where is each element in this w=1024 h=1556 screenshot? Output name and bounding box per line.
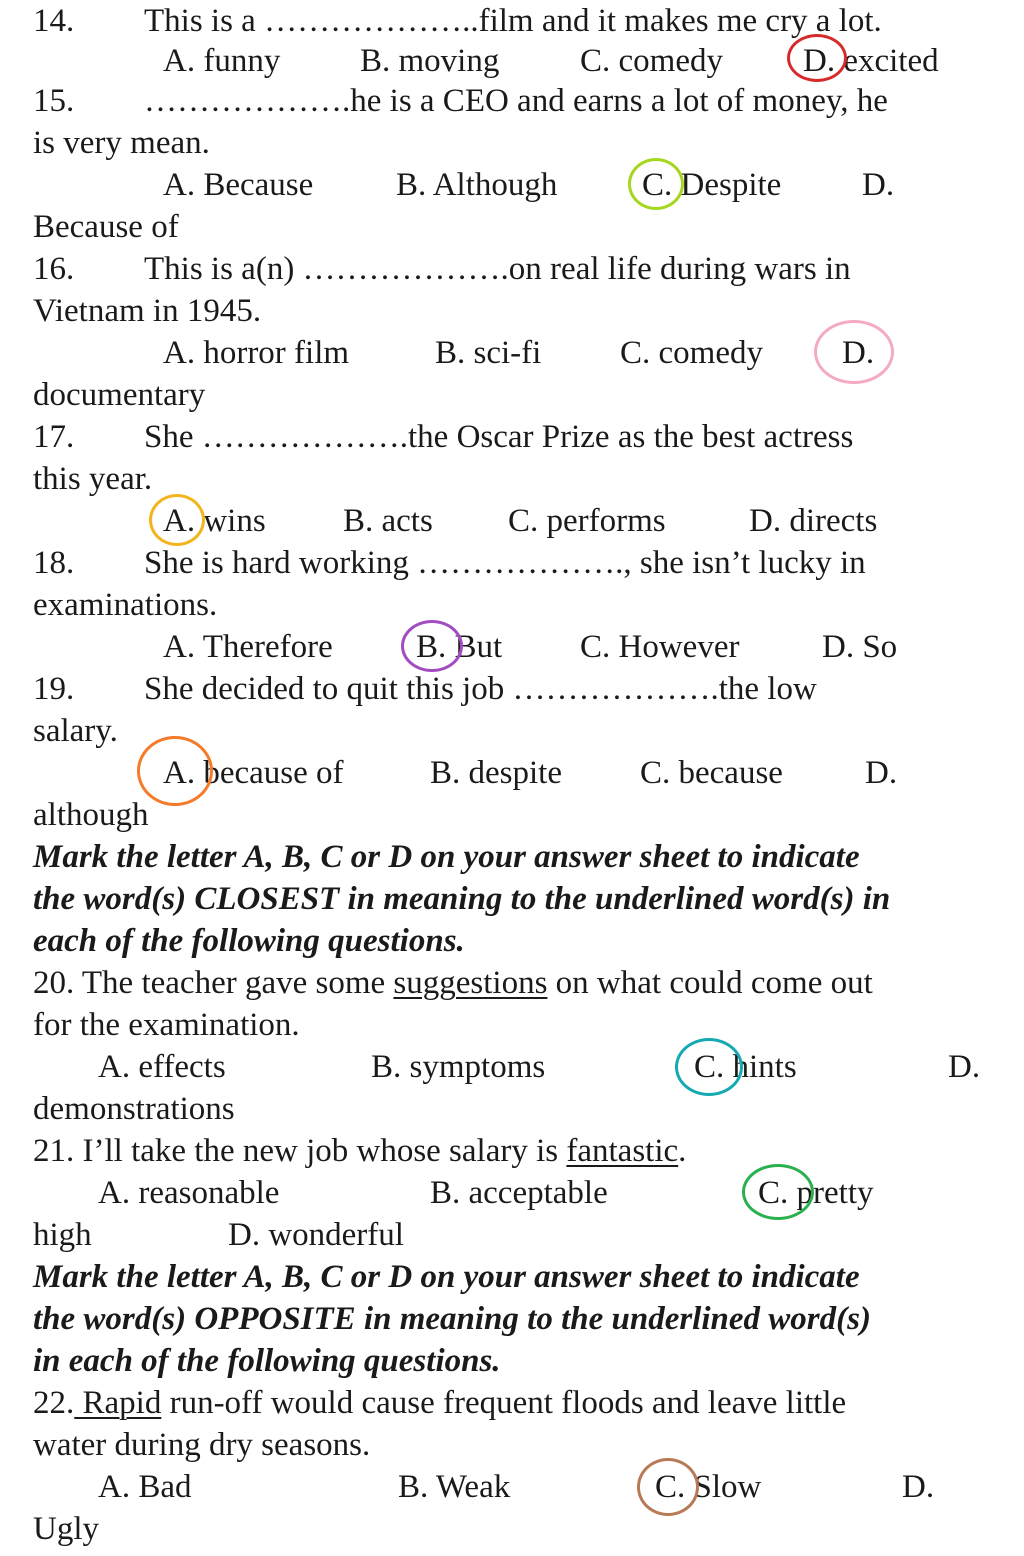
instruction-closest-line1: Mark the letter A, B, C or D on your answer sheet to indicate xyxy=(33,839,860,875)
q21-stem: 21. I’ll take the new job whose salary is fantastic. xyxy=(33,1133,687,1169)
q20-answer-circle xyxy=(675,1038,743,1096)
q14-option-b: B. moving xyxy=(360,43,500,79)
q20-option-c: C. hints xyxy=(694,1049,797,1085)
q22-option-d: D. xyxy=(902,1469,935,1505)
q18-option-d: D. So xyxy=(822,629,898,665)
q16-number: 16. xyxy=(33,251,75,287)
q17-number: 17. xyxy=(33,419,75,455)
q18-stem-continued: examinations. xyxy=(33,587,218,623)
q21-option-c-wrap: high xyxy=(33,1217,92,1253)
q20-underlined-word: suggestions xyxy=(393,965,548,1001)
q15-option-c: C. Despite xyxy=(642,167,782,203)
q21-option-a: A. reasonable xyxy=(98,1175,280,1211)
q19-option-b: B. despite xyxy=(430,755,562,791)
q20-option-a: A. effects xyxy=(98,1049,226,1085)
q21-answer-circle xyxy=(742,1164,814,1220)
q19-answer-circle xyxy=(137,736,213,806)
q20-stem-continued: for the examination. xyxy=(33,1007,300,1043)
q16-option-a: A. horror film xyxy=(163,335,350,371)
q17-stem: She ……………….the Oscar Prize as the best actress xyxy=(144,419,854,455)
q14-option-d: D. excited xyxy=(803,43,939,79)
q18-number: 18. xyxy=(33,545,75,581)
instruction-opposite-line3: in each of the following questions. xyxy=(33,1343,501,1379)
q18-answer-circle xyxy=(401,620,463,672)
q14-option-c: C. comedy xyxy=(580,43,723,79)
q19-option-c: C. because xyxy=(640,755,783,791)
q15-option-b: B. Although xyxy=(396,167,558,203)
q14-stem: This is a ………………..film and it makes me cry a lot. xyxy=(144,3,882,39)
q17-stem-continued: this year. xyxy=(33,461,153,497)
q22-option-d-wrap: Ugly xyxy=(33,1511,99,1547)
q16-option-d: D. xyxy=(842,335,875,371)
q19-number: 19. xyxy=(33,671,75,707)
q20-option-b: B. symptoms xyxy=(371,1049,546,1085)
q17-answer-circle xyxy=(149,494,205,546)
q16-stem: This is a(n) ……………….on real life during wars in xyxy=(144,251,851,287)
q20-option-d-wrap: demonstrations xyxy=(33,1091,235,1127)
q17-option-a: A. wins xyxy=(163,503,266,539)
q15-option-a: A. Because xyxy=(163,167,314,203)
q15-number: 15. xyxy=(33,83,75,119)
q14-answer-circle xyxy=(787,34,847,82)
q16-option-c: C. comedy xyxy=(620,335,763,371)
q15-option-d: D. xyxy=(862,167,895,203)
q17-option-b: B. acts xyxy=(343,503,433,539)
q15-answer-circle xyxy=(628,158,684,210)
instruction-closest-line3: each of the following questions. xyxy=(33,923,465,959)
instruction-opposite-line2: the word(s) OPPOSITE in meaning to the underlined word(s) xyxy=(33,1301,871,1337)
q22-stem: 22. Rapid run-off would cause frequent floods and leave little xyxy=(33,1385,847,1421)
q21-option-c: C. pretty xyxy=(758,1175,874,1211)
q20-option-d: D. xyxy=(948,1049,981,1085)
q16-stem-continued: Vietnam in 1945. xyxy=(33,293,262,329)
q22-option-b: B. Weak xyxy=(398,1469,511,1505)
q19-stem-continued: salary. xyxy=(33,713,118,749)
instruction-closest-line2: the word(s) CLOSEST in meaning to the underlined word(s) in xyxy=(33,881,891,917)
q21-option-b: B. acceptable xyxy=(430,1175,608,1211)
q16-option-d-wrap: documentary xyxy=(33,377,206,413)
q15-stem: ……………….he is a CEO and earns a lot of money, he xyxy=(144,83,888,119)
q22-stem-continued: water during dry seasons. xyxy=(33,1427,371,1463)
q14-number: 14. xyxy=(33,3,75,39)
q22-option-a: A. Bad xyxy=(98,1469,192,1505)
q14-option-a: A. funny xyxy=(163,43,281,79)
q18-stem: She is hard working ………………., she isn’t lucky in xyxy=(144,545,866,581)
q20-stem: 20. The teacher gave some suggestions on what could come out xyxy=(33,965,873,1001)
q19-stem: She decided to quit this job ……………….the low xyxy=(144,671,817,707)
q19-option-d: D. xyxy=(865,755,898,791)
q21-option-d: D. wonderful xyxy=(228,1217,404,1253)
q17-option-d: D. directs xyxy=(749,503,878,539)
q19-option-a: A. because of xyxy=(163,755,344,791)
q21-underlined-word: fantastic xyxy=(566,1133,679,1169)
q18-option-b: B. But xyxy=(416,629,503,665)
q22-underlined-word: Rapid xyxy=(74,1385,162,1421)
q16-option-b: B. sci-fi xyxy=(435,335,542,371)
q18-option-a: A. Therefore xyxy=(163,629,333,665)
q15-option-d-wrap: Because of xyxy=(33,209,179,245)
q22-option-c: C. Slow xyxy=(655,1469,762,1505)
instruction-opposite-line1: Mark the letter A, B, C or D on your answer sheet to indicate xyxy=(33,1259,860,1295)
q15-stem-continued: is very mean. xyxy=(33,125,210,161)
q18-option-c: C. However xyxy=(580,629,740,665)
q19-option-d-wrap: although xyxy=(33,797,149,833)
q16-answer-circle xyxy=(814,320,894,384)
q17-option-c: C. performs xyxy=(508,503,666,539)
q22-answer-circle xyxy=(637,1458,699,1516)
